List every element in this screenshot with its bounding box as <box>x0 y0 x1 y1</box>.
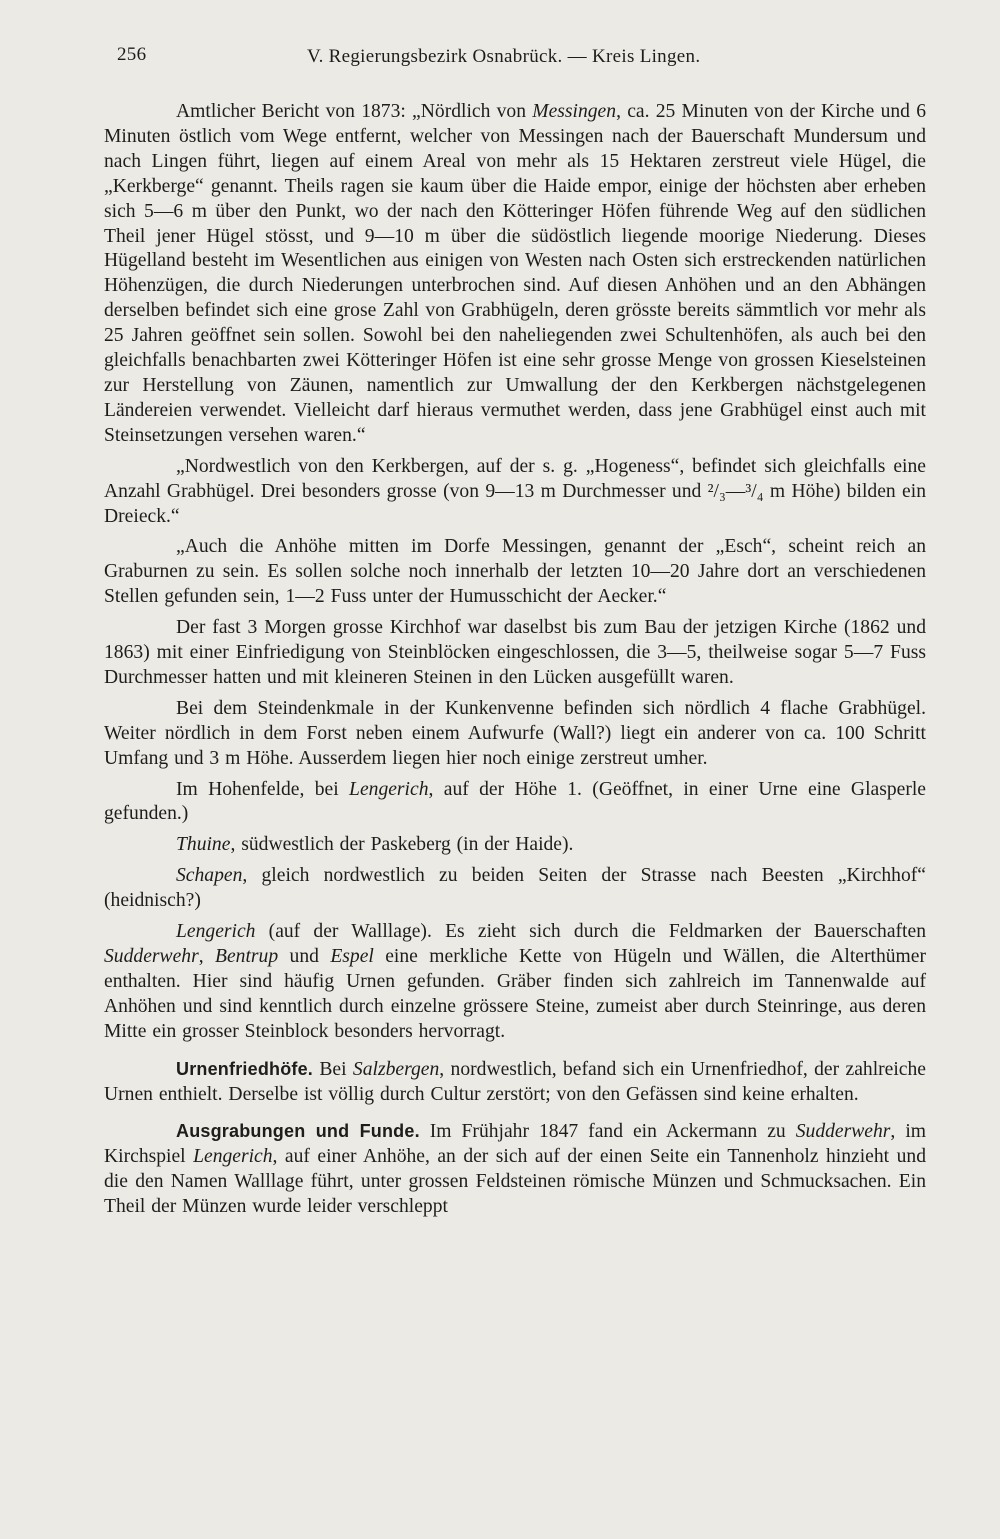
running-title: V. Regierungsbezirk Osnabrück. — Kreis Lingen. <box>307 46 701 67</box>
italic-term: Thuine <box>176 834 231 856</box>
paragraph <box>104 1057 926 1108</box>
text-run: , im Kirchspiel <box>104 1121 926 1168</box>
italic-term: Sudderwehr <box>104 946 199 967</box>
text-run: , auf der Höhe 1. (Geöffnet, in einer Urne eine Glasperle gefunden.) <box>104 778 927 825</box>
text-run: , auf einer Anhöhe, an der sich auf der einen Seite ein Tannenholz hinzieht und die den Namen Walllage führt, unter grossen Feldsteinen römische Münzen und Schmucksachen. Ein Theil der Münzen wurde leider verschleppt <box>104 1146 926 1218</box>
section-heading: Urnenfriedhöfe. <box>176 1058 314 1079</box>
page-header <box>117 44 925 74</box>
text-run: „Nordwestlich von den Kerkbergen, auf der s. g. „Hogeness“, befindet sich gleichfalls eine Anzahl Grabhügel. Drei besonders grosse (von 9—13 m Durchmesser und ²/₃—³/₄ m Höhe) bilden ein Dreieck.“ <box>104 455 926 527</box>
text-run: Der fast 3 Morgen grosse Kirchhof war daselbst bis zum Bau der jetzigen Kirche (1862 und 1863) mit einer Einfriedigung von Steinblöcken eingeschlossen, die 3—5, theilweise sogar 5—7 Fuss Durchmesser hatten und mit kleineren Steinen in den Lücken ausgefüllt waren. <box>104 617 926 688</box>
page-number: 256 <box>117 44 147 65</box>
paragraph <box>104 697 926 772</box>
paragraph <box>104 864 926 914</box>
text-run: , nordwestlich, befand sich ein Urnenfriedhof, der zahlreiche Urnen enthielt. Derselbe ist völlig durch Cultur zerstört; von den Gefässen sind keine erhalten. <box>104 1058 926 1105</box>
italic-term: Espel <box>330 946 374 967</box>
section-heading: Ausgrabungen und Funde. <box>176 1121 420 1142</box>
italic-term: Lengerich <box>176 921 256 943</box>
text-run: Bei <box>313 1058 353 1080</box>
italic-term: Messingen <box>532 101 617 122</box>
text-run: , gleich nordwestlich zu beiden Seiten der Strasse nach Beesten „Kirchhof“ (heidnisch?) <box>104 865 926 912</box>
paragraph <box>104 1119 926 1220</box>
text-run: Im Frühjahr 1847 fand ein Ackermann zu <box>419 1121 796 1143</box>
paragraph <box>104 778 926 828</box>
italic-term: Salzbergen <box>352 1058 440 1080</box>
text-run: , südwestlich der Paskeberg (in der Haide). <box>230 834 574 856</box>
text-run: Im Hohenfelde, bei <box>176 778 350 800</box>
text-run: (auf der Walllage). Es zieht sich durch die Feldmarken der Bauerschaften <box>255 921 926 943</box>
italic-term: Bentrup <box>215 946 279 967</box>
text-run: , ca. 25 Minuten von der Kirche und 6 Minuten östlich vom Wege entfernt, welcher von Messingen nach der Bauerschaft Mundersum und nach Lingen führt, liegen auf einem Areal von mehr als 15 Hektaren zerstreut viele Hügel, die „Kerkberge“ genannt. Theils ragen sie kaum über die Haide empor, einige der höchsten aber erheben sich 5—6 m über den Punkt, wo der nach den Kötteringer Höfen führende Weg auf den südlichen Theil jener Hügel stösst, und 9—10 m über die südöstlich liegende moorige Niederung. Dieses Hügelland besteht im Wesentlichen aus einigen von Westen nach Osten sich erstreckenden natürlichen Höhenzügen, die durch Niederungen unterbrochen sind. Auf diesen Anhöhen und an den Abhängen derselben befindet sich eine grose Zahl von Grabhügeln, deren grösste bereits sämmtlich vor mehr als 25 Jahren geöffnet sein sollen. Sowohl bei den naheliegenden zwei Schultenhöfen, als auch bei den gleichfalls benachbarten zwei Kötteringer Höfen ist eine sehr grosse Menge von grossen Kieselsteinen zur Herstellung von Zäunen, namentlich zur Umwallung der den Kerkbergen nächstgelegenen Ländereien verwendet. Vielleicht darf hieraus vermuthet werden, dass jene Grabhügel einst auch mit Steinsetzungen versehen waren.“ <box>104 101 926 446</box>
body-text <box>104 100 926 1220</box>
text-run: Bei dem Steindenkmale in der Kunkenvenne befinden sich nördlich 4 flache Grabhügel. Weiter nördlich in dem Forst neben einem Aufwurfe (Wall?) liegt ein anderer von ca. 100 Schritt Umfang und 3 m Höhe. Ausserdem liegen hier noch einige zerstreut umher. <box>104 697 926 769</box>
italic-term: Lengerich <box>349 778 429 800</box>
text-run: , <box>198 946 215 967</box>
text-run: eine merkliche Kette von Hügeln und Wällen, die Alterthümer enthalten. Hier sind häufig Urnen gefunden. Gräber finden sich zahlreich im Tannenwalde auf Anhöhen und sind kenntlich durch einzelne grössere Steine, zumeist aber durch Steinringe, aus deren Mitte ein grosser Steinblock besonders hervorragt. <box>104 946 927 1042</box>
italic-term: Schapen <box>176 865 243 887</box>
italic-term: Sudderwehr <box>795 1121 891 1143</box>
text-run: Amtlicher Bericht von 1873: „Nördlich von <box>176 101 533 122</box>
italic-term: Lengerich <box>193 1146 273 1168</box>
paragraph <box>104 920 926 1045</box>
paragraph <box>104 616 926 691</box>
paragraph <box>104 535 926 610</box>
text-run: und <box>278 946 331 967</box>
paragraph <box>104 833 926 858</box>
paragraph <box>104 455 926 530</box>
paragraph <box>104 100 926 449</box>
text-run: „Auch die Anhöhe mitten im Dorfe Messingen, genannt der „Esch“, scheint reich an Graburnen zu sein. Es sollen solche noch innerhalb der letzten 10—20 Jahre dort an verschiedenen Stellen gefunden sein, 1—2 Fuss unter der Humusschicht der Aecker.“ <box>104 536 926 608</box>
